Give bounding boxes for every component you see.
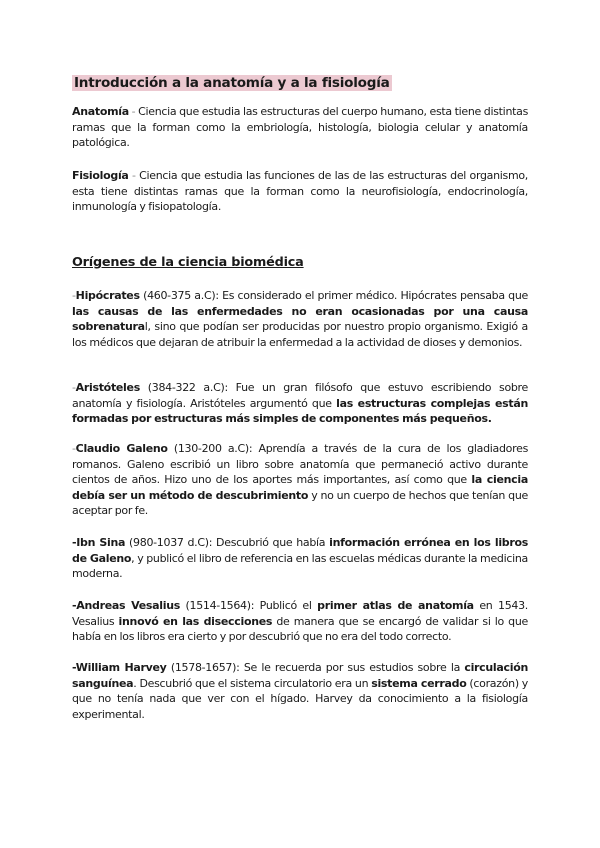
definition-term: Anatomía	[72, 105, 129, 118]
figure-ibn-sina: -Ibn Sina (980-1037 d.C): Descubrió que había información errónea en los libros de Galeno, y publicó el libro de referencia en las escuelas médicas durante la medicina moderna.	[72, 536, 529, 581]
figure-aristoteles: -Aristóteles (384-322 a.C): Fue un gran filósofo que estuvo escribiendo sobre anatomía y fisiología. Aristóteles argumentó que las estructuras complejas están formadas por estructuras más simples de componentes más pequeños.	[72, 381, 528, 426]
figure-name: William Harvey	[75, 661, 167, 674]
figure-name: Claudio Galeno	[75, 442, 168, 455]
figure-name: Hipócrates	[75, 289, 140, 302]
definition-text: Ciencia que estudia las funciones de las de las estructuras del organismo, esta tiene distintas ramas que la forman como la neurofisiología, endocrinología, inmunología y fisiopatología.	[72, 169, 529, 214]
bullet-dash: -	[72, 661, 76, 674]
definition-term: Fisiología	[72, 169, 129, 182]
figure-galeno: -Claudio Galeno (130-200 a.C): Aprendía a través de la cura de los gladiadores romanos. Galeno escribió un libro sobre anatomía que permaneció activo durante cientos de años. Hizo uno de los aportes más importantes, así como que la ciencia debía ser un método de descubrimiento y no un cuerpo de hechos que tenían que aceptar por fe.	[72, 442, 528, 518]
bullet-dash: -	[72, 536, 77, 549]
bullet-dash: -	[72, 442, 76, 455]
figure-name: Andreas Vesalius	[76, 599, 180, 612]
section-title: Orígenes de la ciencia biomédica	[72, 255, 304, 270]
page-title: Introducción a la anatomía y a la fisiología	[74, 75, 390, 91]
definition-separator: -	[128, 105, 139, 118]
bullet-dash: -	[72, 599, 77, 612]
figure-hipocrates: -Hipócrates (460-375 a.C): Es considerado el primer médico. Hipócrates pensaba que las causas de las enfermedades no eran ocasionadas por una causa sobrenatural, sino que podían ser producidas por nuestro propio organismo. Exigió a los médicos que dejaran de atribuir la enfermedad a la actividad de dioses y demonios.	[72, 289, 528, 349]
figure-name: Aristóteles	[75, 381, 140, 394]
definition-separator: -	[128, 169, 140, 182]
bullet-dash: -	[72, 289, 76, 302]
bullet-dash: -	[72, 381, 76, 394]
definition-text: Ciencia que estudia las estructuras del cuerpo humano, esta tiene distintas ramas que la forman como la embriología, histología, biologia celular y anatomía patológica.	[72, 105, 528, 150]
figure-harvey: -William Harvey (1578-1657): Se le recuerda por sus estudios sobre la circulación sanguínea. Descubrió que el sistema circulatorio era un sistema cerrado (corazón) y que no tenía nada que ver con el hígado. Harvey da conocimiento a la fisiología experimental.	[72, 661, 528, 721]
figure-name: Ibn Sina	[76, 536, 126, 549]
definition-fisiologia	[72, 168, 528, 215]
figure-vesalius: -Andreas Vesalius (1514-1564): Publicó el primer atlas de anatomía en 1543. Vesalius innovó en las disecciones de manera que se encargó de validar si lo que había en los libros era cierto y por descubrió que no era del todo correcto.	[72, 599, 528, 644]
definition-anatomia	[72, 104, 528, 151]
